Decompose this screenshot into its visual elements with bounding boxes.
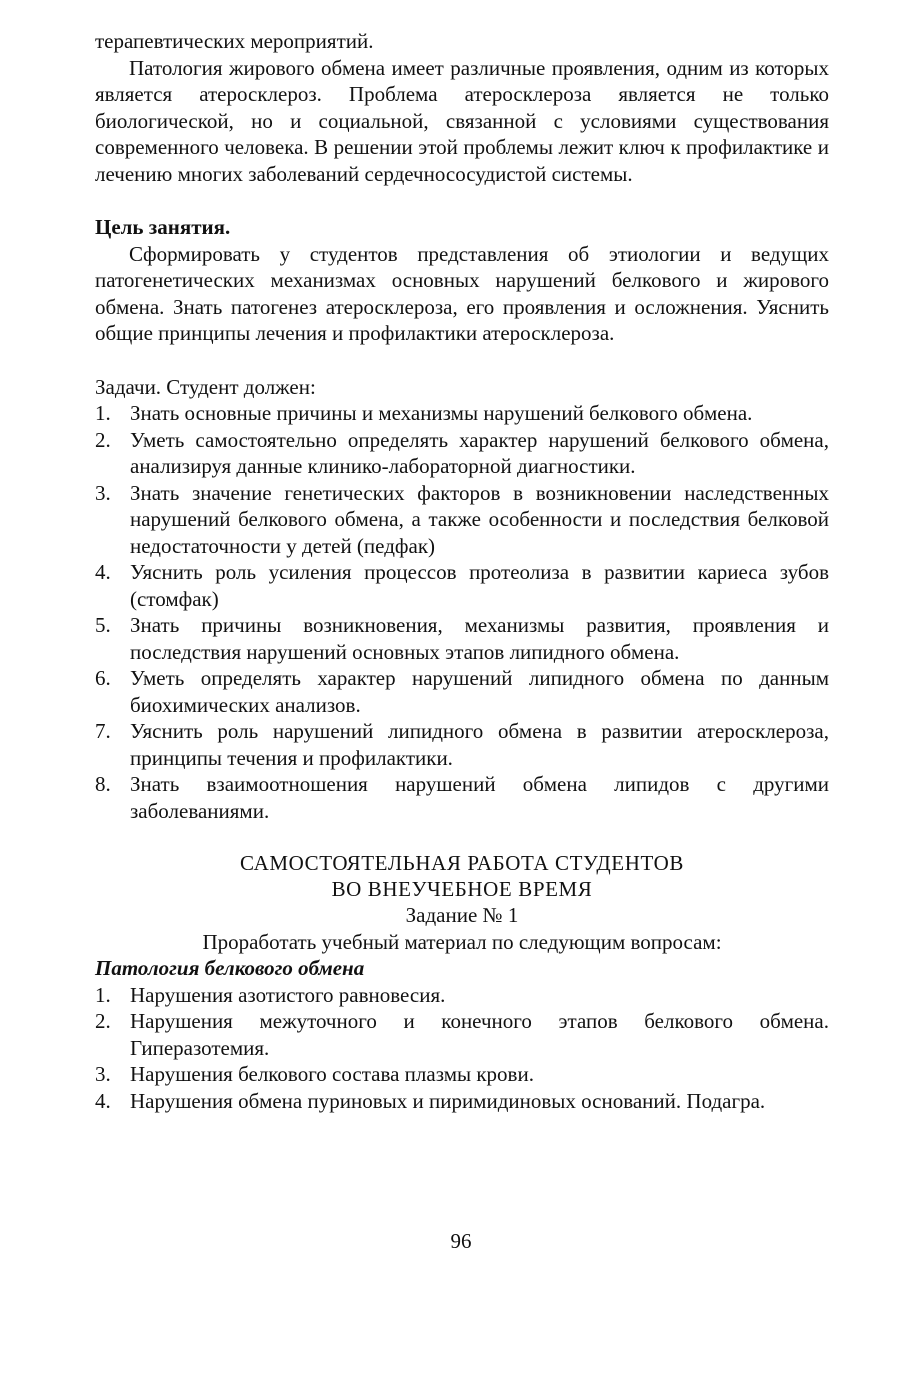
list-item-number: 4.	[95, 1088, 111, 1113]
list-item	[95, 1061, 829, 1088]
list-item	[95, 559, 829, 612]
list-item-number: 5.	[95, 613, 111, 637]
spacer	[95, 824, 829, 850]
list-item	[95, 718, 829, 771]
list-item	[95, 1088, 829, 1115]
list-item	[95, 1008, 829, 1061]
list-item-text: Нарушения азотистого равновесия.	[130, 982, 446, 1007]
tasks-list	[95, 400, 829, 824]
list-item	[95, 400, 829, 427]
list-item-text: Уметь определять характер нарушений липидного обмена по данным биохимических анализов.	[130, 666, 829, 717]
list-item-text: Уметь самостоятельно определять характер нарушений белкового обмена, анализируя данные клинико-лабораторной диагностики.	[130, 427, 829, 478]
list-item-text: Знать значение генетических факторов в возникновении наследственных нарушений белкового обмена, а также особенности и последствия белковой недостаточности у детей (педфак)	[130, 480, 829, 558]
list-item-text: Уяснить роль усиления процессов протеолиза в развитии кариеса зубов (стомфак)	[130, 560, 829, 611]
page-number: 96	[450, 1229, 472, 1253]
list-item-number: 2.	[95, 427, 111, 452]
list-item-number: 2.	[95, 1009, 111, 1033]
list-item-number: 8.	[95, 772, 111, 796]
goal-heading: Цель занятия.	[95, 215, 231, 239]
list-item-number: 1.	[95, 982, 111, 1007]
subtopic-heading: Патология белкового обмена	[95, 956, 365, 980]
intro-paragraph: Патология жирового обмена имеет различные проявления, одним из которых является атеросклероз. Проблема атеросклероза является не только биологической, но и социальной, связанной с условиями существования современного человека. В решении этой проблемы лежит ключ к профилактике и лечению многих заболеваний сердечнососудистой системы.	[95, 55, 829, 186]
list-item-text: Уяснить роль нарушений липидного обмена в развитии атеросклероза, принципы течения и профилактики.	[130, 719, 829, 770]
section-title-line2: ВО ВНЕУЧЕБНОЕ ВРЕМЯ	[331, 877, 593, 901]
spacer	[95, 347, 829, 374]
list-item-text: Нарушения обмена пуриновых и пиримидиновых оснований. Подагра.	[130, 1088, 766, 1113]
list-item	[95, 427, 829, 480]
list-item-text: Нарушения белкового состава плазмы крови.	[130, 1062, 534, 1086]
section-title-line1: САМОСТОЯТЕЛЬНАЯ РАБОТА СТУДЕНТОВ	[240, 851, 684, 875]
document-page	[95, 28, 829, 1114]
list-item	[95, 612, 829, 665]
list-item	[95, 982, 829, 1009]
list-item-number: 4.	[95, 560, 111, 584]
carryover-line: терапевтических мероприятий.	[95, 29, 374, 53]
list-item-text: Нарушения межуточного и конечного этапов белкового обмена. Гиперазотемия.	[130, 1009, 829, 1060]
list-item	[95, 480, 829, 560]
goal-paragraph: Сформировать у студентов представления об этиологии и ведущих патогенетических механизмах основных нарушений белкового и жирового обмена. Знать патогенез атеросклероза, его проявления и осложнения. Уяснить общие принципы лечения и профилактики атеросклероза.	[95, 241, 829, 345]
list-item-number: 1.	[95, 401, 111, 425]
assignment-title: Задание № 1	[405, 903, 519, 927]
list-item-number: 6.	[95, 666, 111, 690]
list-item-number: 3.	[95, 480, 111, 505]
questions-list	[95, 982, 829, 1115]
list-item-number: 3.	[95, 1062, 111, 1086]
list-item-text: Знать взаимоотношения нарушений обмена липидов с другими заболеваниями.	[130, 772, 829, 823]
spacer	[95, 187, 829, 214]
tasks-heading: Задачи. Студент должен:	[95, 374, 316, 399]
list-item-number: 7.	[95, 719, 111, 743]
assignment-instruction: Проработать учебный материал по следующим вопросам:	[202, 929, 722, 954]
list-item	[95, 665, 829, 718]
list-item-text: Знать причины возникновения, механизмы развития, проявления и последствия нарушений основных этапов липидного обмена.	[130, 613, 829, 664]
list-item-text: Знать основные причины и механизмы нарушений белкового обмена.	[130, 401, 753, 425]
list-item	[95, 771, 829, 824]
